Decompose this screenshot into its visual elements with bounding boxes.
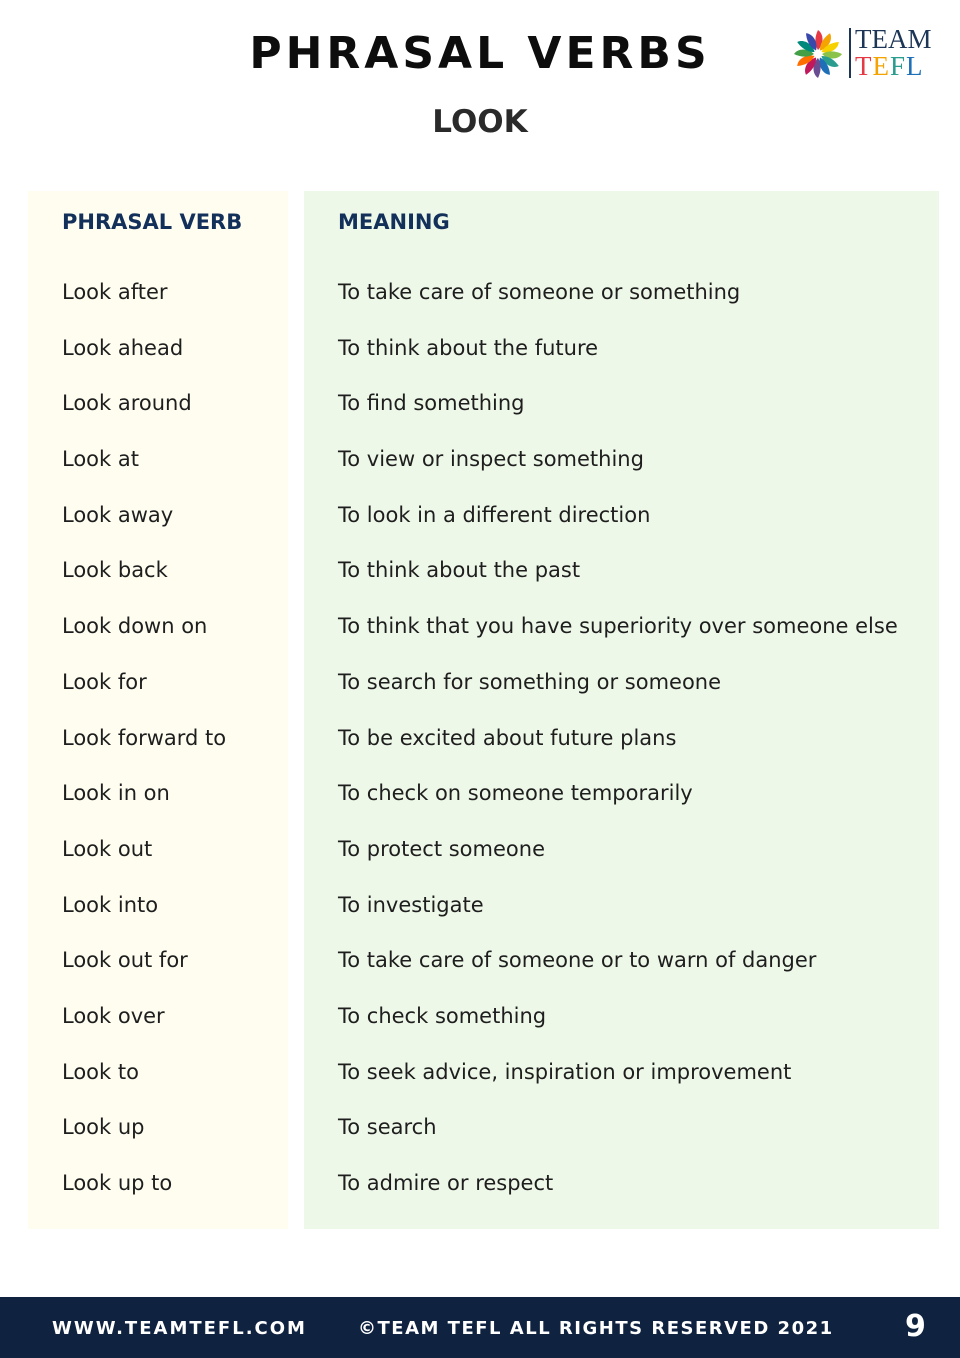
table-row [0,991,960,1047]
meaning-cell: To take care of someone or something [338,280,741,304]
table-row [0,1158,960,1214]
starburst-logo-icon [792,28,844,80]
phrasal-verb-cell: Look ahead [62,335,184,360]
table-row [0,545,960,601]
meaning-cell: To find something [338,391,525,416]
phrasal-verb-cell: Look up [62,1115,145,1140]
phrasal-verb-cell: Look out for [62,948,188,973]
table-row [0,657,960,713]
page-subtitle: LOOK [432,104,528,140]
meaning-cell: To think about the future [338,335,599,360]
logo-letter: L [906,51,924,81]
table-row [0,1102,960,1158]
meaning-cell: To protect someone [338,836,545,861]
meaning-column-header: MEANING [338,210,450,234]
verb-column-header: PHRASAL VERB [62,210,243,234]
table-row [0,824,960,880]
logo-word-tefl [855,53,924,80]
page-title: PHRASAL VERBS [249,28,711,79]
meaning-cell: To view or inspect something [338,447,644,472]
table-row [0,713,960,769]
phrasal-verb-cell: Look around [62,391,192,416]
table-row [0,434,960,490]
footer-bar [0,1297,960,1358]
table-row [0,267,960,323]
meaning-cell: To seek advice, inspiration or improvement [338,1059,792,1084]
phrasal-verb-cell: Look away [62,502,174,527]
meaning-cell: To look in a different direction [338,502,651,527]
footer-website: WWW.TEAMTEFL.COM [52,1318,307,1339]
table-row [0,768,960,824]
logo-letter: F [890,51,907,81]
logo-letter: T [855,51,873,81]
logo-word-team: TEAM [855,24,932,54]
phrasal-verb-cell: Look forward to [62,725,227,750]
phrasal-verb-cell: Look in on [62,781,170,806]
logo-divider [849,28,851,78]
phrasal-verb-cell: Look into [62,892,159,917]
page-number: 9 [905,1309,926,1344]
table-row [0,378,960,434]
phrasal-verb-cell: Look up to [62,1171,173,1195]
meaning-cell: To search for something or someone [338,669,722,694]
phrasal-verb-cell: Look out [62,836,153,861]
table-row [0,1047,960,1103]
table-row [0,935,960,991]
meaning-cell: To think that you have superiority over someone else [338,614,898,639]
meaning-cell: To search [338,1115,437,1140]
table-row [0,490,960,546]
meaning-cell: To investigate [338,892,484,917]
table-row [0,601,960,657]
meaning-cell: To check on someone temporarily [338,781,693,806]
phrasal-verb-cell: Look for [62,669,147,694]
team-tefl-logo [792,24,937,84]
meaning-cell: To be excited about future plans [338,725,677,750]
logo-letter: E [872,51,890,81]
meaning-cell: To check something [338,1003,547,1028]
phrasal-verb-cell: Look back [62,558,168,583]
meaning-cell: To admire or respect [338,1171,554,1195]
phrasal-verb-cell: Look down on [62,614,208,639]
footer-copyright: ©TEAM TEFL ALL RIGHTS RESERVED 2021 [358,1318,834,1339]
phrasal-verb-cell: Look after [62,280,168,304]
meaning-cell: To take care of someone or to warn of danger [338,948,817,973]
phrasal-verb-cell: Look to [62,1059,139,1084]
phrasal-verb-cell: Look at [62,447,139,472]
phrasal-verb-table [0,267,960,1214]
phrasal-verb-cell: Look over [62,1003,165,1028]
table-row [0,323,960,379]
meaning-cell: To think about the past [338,558,581,583]
table-row [0,880,960,936]
